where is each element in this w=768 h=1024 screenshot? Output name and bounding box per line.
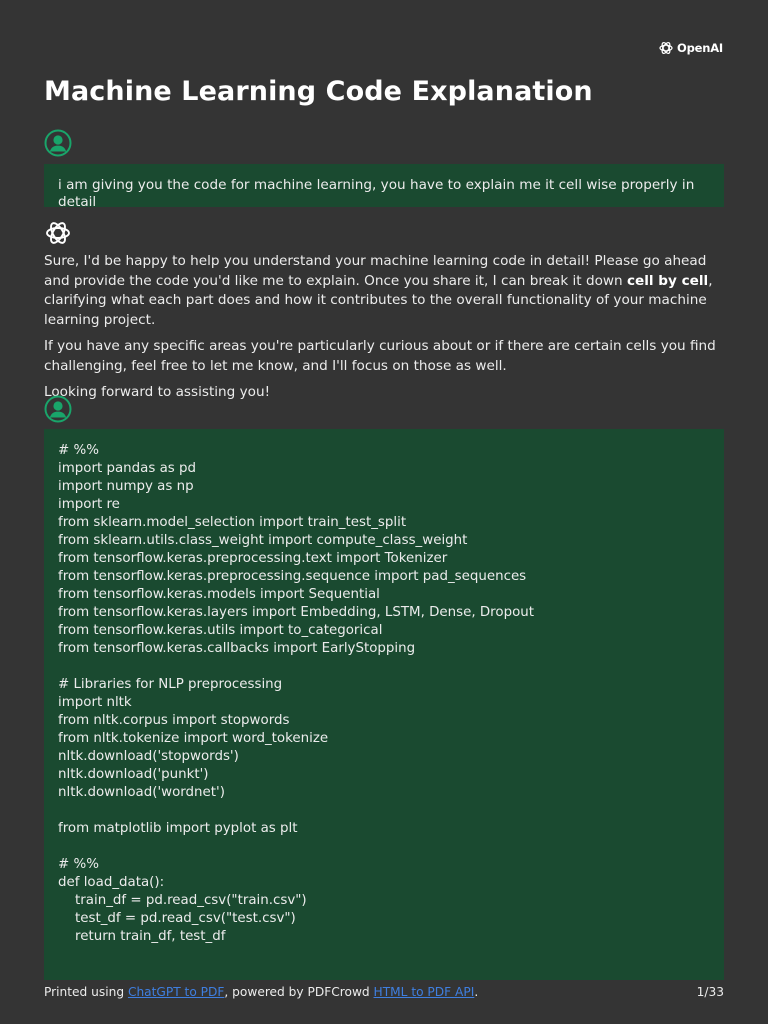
assistant-text-segment: , clarifying what each part does and how it contributes to the overall functionality of your machine learning project.: [44, 272, 713, 328]
html-to-pdf-api-link[interactable]: HTML to PDF API: [373, 985, 475, 999]
footer-credit: [44, 985, 478, 999]
code-line: from tensorflow.keras.layers import Embedding, LSTM, Dense, Dropout: [58, 605, 535, 620]
user-message: [44, 164, 724, 210]
code-line: nltk.download('stopwords'): [58, 749, 239, 764]
footer-text: .: [474, 985, 479, 999]
user-avatar: [44, 395, 72, 423]
assistant-text-segment: Sure, I'd be happy to help you understand your machine learning code in detail! Please go ahead and provide the code you'd like me to explain. Once you share it, I can break it down: [44, 253, 707, 289]
code-line: from tensorflow.keras.callbacks import EarlyStopping: [58, 641, 416, 656]
code-line: import pandas as pd: [58, 461, 197, 476]
user-icon: [44, 129, 72, 157]
code-line: [58, 658, 710, 676]
assistant-paragraph: Looking forward to assisting you!: [44, 384, 271, 400]
assistant-paragraph: If you have any specific areas you're particularly curious about or if there are certain cells you find challenging, feel free to let me know, and I'll focus on those as well.: [44, 338, 716, 374]
code-line: # %%: [58, 443, 99, 458]
openai-logo-icon: [658, 40, 674, 56]
footer-text: , powered by PDFCrowd: [224, 985, 374, 999]
brand-label: OpenAI: [677, 41, 723, 55]
code-line: from sklearn.model_selection import train_test_split: [58, 515, 407, 530]
page-number: 1/33: [696, 985, 724, 999]
openai-logo-icon: [44, 219, 72, 247]
code-line: from nltk.corpus import stopwords: [58, 713, 290, 728]
user-icon: [44, 395, 72, 423]
code-line: import numpy as np: [58, 479, 194, 494]
code-line: return train_df, test_df: [58, 929, 226, 944]
page-title: Machine Learning Code Explanation: [44, 76, 593, 107]
code-line: import re: [58, 497, 120, 512]
code-line: from tensorflow.keras.preprocessing.text import Tokenizer: [58, 551, 448, 566]
footer-text: Printed using: [44, 985, 128, 999]
code-line: [58, 802, 710, 820]
assistant-paragraph: [44, 252, 734, 330]
code-line: from matplotlib import pyplot as plt: [58, 821, 298, 836]
user-code-message: [44, 429, 724, 980]
code-line: from sklearn.utils.class_weight import compute_class_weight: [58, 533, 468, 548]
code-line: train_df = pd.read_csv("train.csv"): [58, 893, 307, 908]
code-line: nltk.download('punkt'): [58, 767, 209, 782]
assistant-message: [44, 252, 734, 410]
code-line: [58, 838, 710, 856]
assistant-avatar: [44, 219, 72, 247]
code-line: from nltk.tokenize import word_tokenize: [58, 731, 329, 746]
code-line: # Libraries for NLP preprocessing: [58, 677, 283, 692]
code-line: from tensorflow.keras.preprocessing.sequence import pad_sequences: [58, 569, 527, 584]
user-avatar: [44, 129, 72, 157]
chatgpt-to-pdf-link[interactable]: ChatGPT to PDF: [127, 985, 225, 999]
code-line: nltk.download('wordnet'): [58, 785, 225, 800]
code-line: from tensorflow.keras.models import Sequential: [58, 587, 380, 602]
code-line: def load_data():: [58, 875, 165, 890]
code-line: from tensorflow.keras.utils import to_categorical: [58, 623, 383, 638]
code-line: import nltk: [58, 695, 132, 710]
footer: [44, 985, 724, 999]
user-message-text: i am giving you the code for machine learning, you have to explain me it cell wise properly in detail: [58, 177, 695, 210]
openai-brand: [658, 40, 723, 56]
code-line: test_df = pd.read_csv("test.csv"): [58, 911, 296, 926]
assistant-bold-text: cell by cell: [626, 272, 709, 289]
code-line: # %%: [58, 857, 99, 872]
